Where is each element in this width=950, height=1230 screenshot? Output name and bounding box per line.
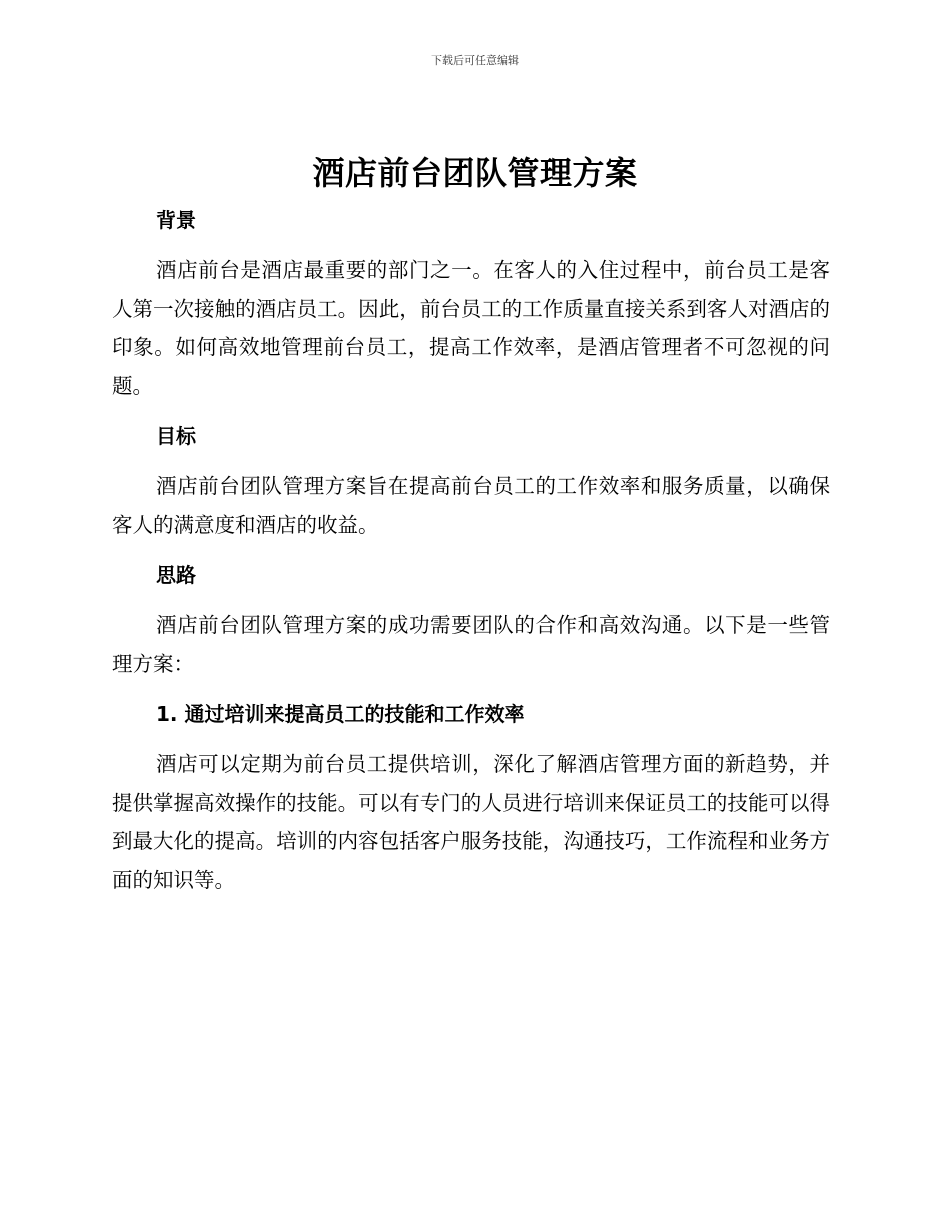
section-heading-background: 背景 — [156, 208, 196, 232]
document-title: 酒店前台团队管理方案 — [312, 154, 638, 192]
section-heading-training: 1. 通过培训来提高员工的技能和工作效率 — [156, 702, 525, 726]
page-header-note: 下载后可任意编辑 — [431, 54, 519, 67]
document-body — [112, 203, 830, 899]
section-heading-approach: 思路 — [156, 563, 196, 587]
section-heading-goal: 目标 — [156, 424, 196, 448]
section-paragraph-training: 酒店可以定期为前台员工提供培训，深化了解酒店管理方面的新趋势，并提供掌握高效操作的技能。可以有专门的人员进行培训来保证员工的技能可以得到最大化的提高。培训的内容包括客户服务技能，沟通技巧，工作流程和业务方面的知识等。 — [112, 752, 830, 892]
section-paragraph-background: 酒店前台是酒店最重要的部门之一。在客人的入住过程中，前台员工是客人第一次接触的酒店员工。因此，前台员工的工作质量直接关系到客人对酒店的印象。如何高效地管理前台员工，提高工作效率，是酒店管理者不可忽视的问题。 — [112, 258, 830, 398]
section-paragraph-approach: 酒店前台团队管理方案的成功需要团队的合作和高效沟通。以下是一些管理方案： — [112, 613, 830, 676]
section-paragraph-goal: 酒店前台团队管理方案旨在提高前台员工的工作效率和服务质量，以确保客人的满意度和酒店的收益。 — [112, 474, 830, 537]
